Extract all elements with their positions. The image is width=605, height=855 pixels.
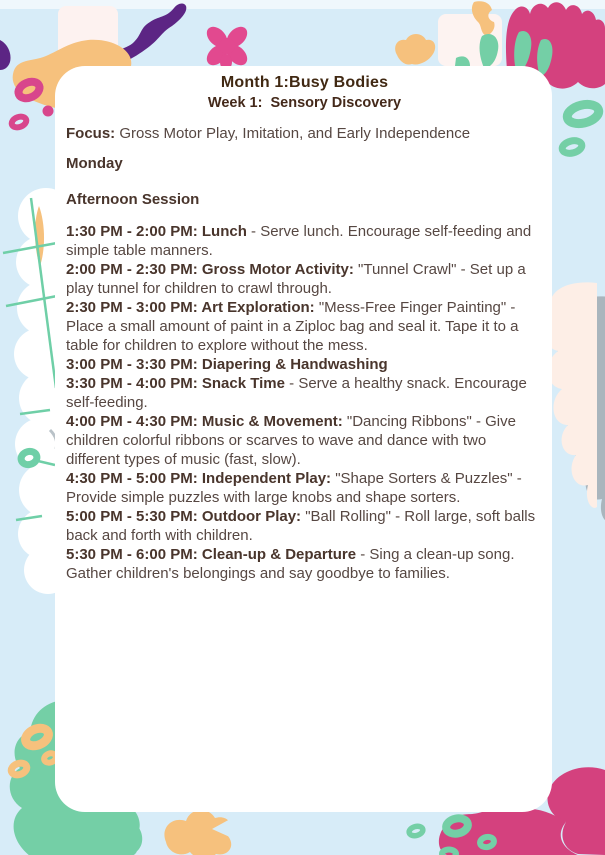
- teal-ring-right-large: [565, 101, 600, 126]
- pink-flower: [203, 23, 251, 70]
- decor-bottom-center: [164, 810, 232, 855]
- schedule-item: [66, 260, 543, 298]
- teal-ring-right-small: [561, 139, 583, 155]
- schedule-card: [55, 66, 552, 812]
- schedule-item-time-activity: 4:30 PM - 5:00 PM: Independent Play:: [66, 470, 332, 487]
- focus-label: Focus:: [66, 125, 116, 142]
- doc-title: Month 1:Busy Bodies: [220, 74, 389, 91]
- schedule-item-time-activity: 3:00 PM - 3:30 PM: Diapering & Handwashing: [66, 356, 388, 373]
- schedule-item-description: "Mess-Free Finger Painting" - Place a small amount of paint in a Ziploc bag and seal it. Tape it to a table for children to explore without the mess.: [66, 299, 519, 354]
- focus-line: [66, 124, 543, 143]
- schedule-item-description: "Tunnel Crawl" - Set up a play tunnel for children to crawl through.: [66, 261, 526, 297]
- schedule-item-description: - Sing a clean-up song. Gather children's belongings and say goodbye to families.: [66, 546, 515, 582]
- schedule-item-time-activity: 3:30 PM - 4:00 PM: Snack Time: [66, 375, 285, 392]
- schedule-item: [66, 374, 543, 412]
- day-heading: Monday: [66, 155, 123, 172]
- pink-dot: [43, 106, 54, 117]
- schedule-list: [66, 222, 543, 583]
- schedule-item-time-activity: 4:00 PM - 4:30 PM: Music & Movement:: [66, 413, 343, 430]
- focus-text: Gross Motor Play, Imitation, and Early Independence: [115, 125, 471, 142]
- schedule-item: [66, 412, 543, 469]
- schedule-item: [66, 507, 543, 545]
- schedule-item-description: "Dancing Ribbons" - Give children colorful ribbons or scarves to wave and dance with two different types of music (fast, slow).: [66, 413, 516, 468]
- pink-ring-small: [10, 115, 28, 130]
- schedule-item: [66, 222, 543, 260]
- schedule-item-description: - Serve a healthy snack. Encourage self-feeding.: [66, 375, 527, 411]
- schedule-item: [66, 298, 543, 355]
- schedule-item-time-activity: 1:30 PM - 2:00 PM: Lunch: [66, 223, 247, 240]
- session-heading: Afternoon Session: [66, 191, 200, 208]
- schedule-item: [66, 355, 543, 374]
- schedule-item: [66, 469, 543, 507]
- schedule-item-time-activity: 5:30 PM - 6:00 PM: Clean-up & Departure: [66, 546, 357, 563]
- purple-wedge: [0, 40, 11, 70]
- decor-top-middle: [203, 23, 435, 70]
- doc-subtitle: Week 1: Sensory Discovery: [207, 95, 402, 111]
- schedule-item-time-activity: 2:00 PM - 2:30 PM: Gross Motor Activity:: [66, 261, 354, 278]
- teal-ring-floating: [408, 825, 424, 837]
- schedule-item-time-activity: 5:00 PM - 5:30 PM: Outdoor Play:: [66, 508, 302, 525]
- schedule-item-description: "Shape Sorters & Puzzles" - Provide simple puzzles with large knobs and shape sorters.: [66, 470, 522, 506]
- schedule-item-description: - Serve lunch. Encourage self-feeding and simple table manners.: [66, 223, 532, 259]
- schedule-item-time-activity: 2:30 PM - 3:00 PM: Art Exploration:: [66, 299, 315, 316]
- orange-heart: [395, 34, 435, 65]
- schedule-item-description: "Ball Rolling" - Roll large, soft balls back and forth with children.: [66, 508, 536, 544]
- schedule-item: [66, 545, 543, 583]
